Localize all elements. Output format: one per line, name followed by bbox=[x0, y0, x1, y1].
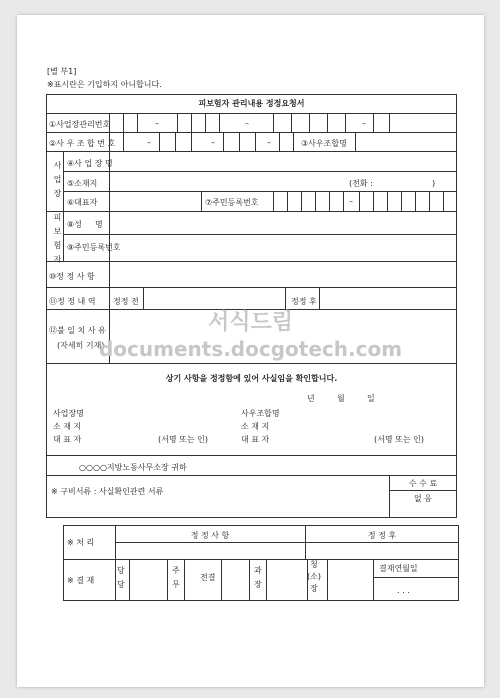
fee-value: 없 음 bbox=[414, 494, 432, 503]
address-label: ⑤소재지 bbox=[67, 179, 98, 188]
dash: – bbox=[349, 197, 353, 206]
note-text: ※표시란은 기입하지 아니합니다. bbox=[47, 80, 162, 89]
confirm-text: 상기 사항을 정정함에 있어 사실임을 확인합니다. bbox=[165, 374, 338, 383]
approval-p5: 전결 bbox=[200, 573, 216, 582]
phone-close: ) bbox=[432, 179, 436, 188]
ins-resident-no-label: ⑨주민등록번호 bbox=[67, 243, 121, 252]
sign-seal-left: (서명 또는 인) bbox=[158, 435, 208, 444]
attachment-label: [별 부1] bbox=[47, 67, 77, 76]
name-label: ⑧성 bbox=[67, 220, 82, 229]
approval-p3: 주 bbox=[172, 566, 180, 575]
dash: – bbox=[211, 138, 215, 147]
resident-no-label: ⑦주민등록번호 bbox=[205, 198, 259, 207]
process-label: ※ 처 리 bbox=[67, 538, 95, 547]
watermark-title: 서식드림 bbox=[207, 310, 293, 335]
dash: – bbox=[147, 138, 151, 147]
date-year: 년 bbox=[307, 394, 315, 403]
office-correction-after: 정 정 후 bbox=[367, 531, 397, 540]
form-page bbox=[17, 15, 484, 687]
approval-p10: 장 bbox=[310, 584, 318, 593]
sign-union-addr-label: 소 재 지 bbox=[241, 422, 270, 431]
dash: – bbox=[362, 119, 366, 128]
rep-label: ⑥대표자 bbox=[67, 198, 98, 207]
biz-name-label: ④사 업 장 명 bbox=[67, 159, 113, 168]
approval-p7: 장 bbox=[254, 580, 262, 589]
correction-detail-label: ⑪정 정 내 역 bbox=[49, 297, 96, 306]
mgmt-no-label: ①사업장관리번호 bbox=[49, 120, 111, 129]
sign-biz-label: 사업장명 bbox=[53, 409, 84, 418]
approval-p1: 당 bbox=[117, 566, 125, 575]
correction-item-label: ⑩정 정 사 항 bbox=[49, 272, 95, 281]
watermark-url: documents.docgotech.com bbox=[98, 337, 403, 361]
biz-side-label: 사업장 bbox=[53, 161, 62, 203]
sign-seal-right: (서명 또는 인) bbox=[374, 435, 424, 444]
reason-label: ⑫불 일 치 사 유 bbox=[49, 326, 106, 335]
approval-date-dots: . . . bbox=[397, 586, 410, 595]
fee-label: 수 수 료 bbox=[408, 479, 438, 488]
insured-side-label: 피보험자 bbox=[53, 213, 62, 269]
union-name-label: ③사우조합명 bbox=[301, 139, 347, 148]
approval-p8: 청 bbox=[310, 560, 318, 569]
after-label: 정정 후 bbox=[291, 297, 317, 306]
union-no-label: ②사 우 조 합 번 호 bbox=[49, 139, 116, 148]
date-day: 일 bbox=[367, 394, 375, 403]
office-correction-item: 정 정 사 항 bbox=[190, 531, 230, 540]
before-label: 정정 전 bbox=[113, 297, 139, 306]
dash: – bbox=[245, 119, 249, 128]
approval-p6: 과 bbox=[254, 566, 262, 575]
approval-label: ※ 결 재 bbox=[67, 576, 95, 585]
reason-sub-label: (자세히 기재) bbox=[57, 341, 105, 350]
sign-addr-label: 소 재 지 bbox=[53, 422, 82, 431]
approval-p9: (소) bbox=[307, 572, 321, 581]
dash: – bbox=[155, 119, 159, 128]
approval-p4: 무 bbox=[172, 580, 180, 589]
divider bbox=[46, 113, 457, 114]
attachments-text: ※ 구비서류 : 사실확인관련 서류 bbox=[51, 487, 164, 496]
sign-union-rep-label: 대 표 자 bbox=[241, 435, 270, 444]
form-title: 피보험자 관리내용 정정요청서 bbox=[198, 99, 305, 108]
phone-label: (전화 : bbox=[349, 179, 373, 188]
date-month: 월 bbox=[337, 394, 345, 403]
name-label-2: 명 bbox=[95, 220, 103, 229]
sign-union-label: 사우조합명 bbox=[241, 409, 280, 418]
approval-date-label: 결재연월일 bbox=[379, 564, 418, 573]
recipient-text: ○○○○지방노동사무소장 귀하 bbox=[79, 463, 187, 472]
sign-rep-label: 대 표 자 bbox=[53, 435, 82, 444]
approval-p2: 당 bbox=[117, 580, 125, 589]
dash: – bbox=[267, 138, 271, 147]
